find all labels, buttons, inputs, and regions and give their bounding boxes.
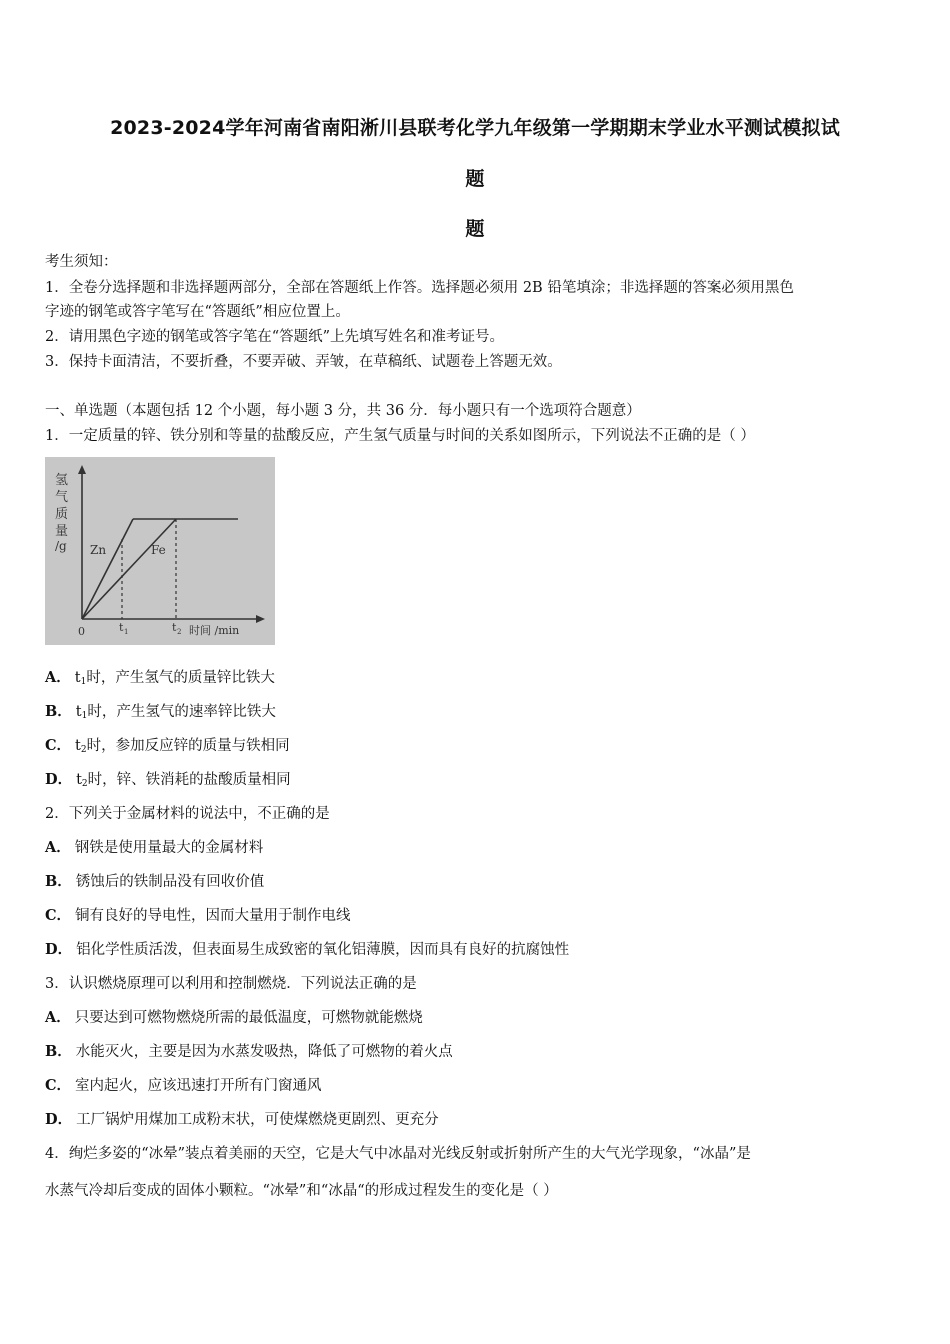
option-text: 时，参加反应锌的质量与铁相同: [86, 738, 290, 754]
x-axis-arrow: [256, 615, 265, 623]
option-sub: 2: [81, 779, 88, 789]
option-letter: C．: [45, 907, 72, 924]
q1-option-b: [45, 702, 276, 726]
origin-label: 0: [78, 625, 85, 638]
option-text: 钢铁是使用量最大的金属材料: [74, 840, 264, 856]
zn-curve-rise: [82, 519, 133, 619]
xlabel: 时间 /min: [189, 624, 240, 637]
q1-graph-figure: [45, 457, 275, 645]
option-letter: C．: [45, 737, 72, 754]
option-t: t: [76, 772, 82, 788]
ylabel-5: /g: [55, 539, 67, 553]
t1-label: t: [119, 621, 124, 634]
q2-option-b: [45, 872, 264, 892]
option-sub: 1: [80, 677, 87, 687]
exam-title-line3: 题: [465, 218, 485, 240]
q1-graph: [45, 457, 275, 645]
option-t: t: [75, 704, 82, 720]
q3-option-b: [45, 1042, 453, 1062]
section-heading: 一、单选题（本题包括 12 个小题，每小题 3 分，共 36 分．每小题只有一个选项符合题意）: [45, 403, 641, 419]
option-text: 锈蚀后的铁制品没有回收价值: [75, 874, 265, 890]
option-letter: D．: [45, 1111, 73, 1128]
option-letter: B．: [45, 703, 72, 720]
option-text: 工厂锅炉用煤加工成粉末状，可使煤燃烧更剧烈、更充分: [76, 1112, 439, 1128]
y-axis-arrow: [78, 465, 86, 474]
option-text: 只要达到可燃物燃烧所需的最低温度，可燃物就能燃烧: [74, 1010, 423, 1026]
t2-label: t: [172, 621, 177, 634]
t2-sub-label: 2: [177, 628, 182, 636]
exam-title-line1: 2023-2024学年河南省南阳淅川县联考化学九年级第一学期期末学业水平测试模拟试: [110, 117, 840, 139]
option-text: 铜有良好的导电性，因而大量用于制作电线: [75, 908, 351, 924]
option-text: 铝化学性质活泼，但表面易生成致密的氧化铝薄膜，因而具有良好的抗腐蚀性: [76, 942, 570, 958]
option-letter: B．: [45, 873, 72, 890]
ylabel-2: 气: [55, 490, 69, 505]
option-letter: B．: [45, 1043, 72, 1060]
notice-item3: 3．保持卡面清洁，不要折叠，不要弄破、弄皱，在草稿纸、试题卷上答题无效。: [45, 354, 562, 370]
q1-option-a: [45, 668, 275, 692]
q4-stem-a: 4．绚烂多姿的“冰晕”装点着美丽的天空，它是大气中冰晶对光线反射或折射所产生的大气光学现象，“冰晶”是: [45, 1146, 751, 1162]
q3-option-d: [45, 1110, 439, 1130]
q2-option-d: [45, 940, 569, 960]
option-t: t: [74, 670, 81, 686]
option-text: 室内起火，应该迅速打开所有门窗通风: [75, 1078, 322, 1094]
option-letter: C．: [45, 1077, 72, 1094]
q1-stem: 1．一定质量的锌、铁分别和等量的盐酸反应，产生氢气质量与时间的关系如图所示，下列说法不正确的是（ ）: [45, 428, 755, 444]
zn-label: Zn: [90, 543, 107, 557]
exam-title-line2: 题: [465, 168, 485, 190]
option-letter: D．: [45, 941, 73, 958]
option-sub: 1: [81, 711, 88, 721]
fe-label: Fe: [151, 543, 166, 557]
option-letter: A．: [45, 839, 71, 856]
q4-stem-b: 水蒸气冷却后变成的固体小颗粒。“冰晕”和“冰晶“的形成过程发生的变化是（ ）: [45, 1183, 558, 1199]
ylabel-4: 量: [55, 524, 69, 539]
option-letter: A．: [45, 669, 71, 686]
q3-option-c: [45, 1076, 322, 1096]
t1-sub-label: 1: [124, 628, 129, 636]
q2-option-a: [45, 838, 263, 858]
option-text: 水能灭火，主要是因为水蒸发吸热，降低了可燃物的着火点: [75, 1044, 453, 1060]
q3-stem: 3．认识燃烧原理可以利用和控制燃烧．下列说法正确的是: [45, 976, 417, 992]
notice-item2: 2．请用黑色字迹的钢笔或答字笔在“答题纸”上先填写姓名和准考证号。: [45, 329, 505, 345]
option-text: 时，产生氢气的速率锌比铁大: [87, 704, 276, 720]
notice-heading: 考生须知：: [45, 254, 118, 270]
q2-option-c: [45, 906, 351, 926]
notice-item1-b: 字迹的钢笔或答字笔写在“答题纸”相应位置上。: [45, 304, 350, 320]
option-t: t: [75, 738, 81, 754]
ylabel-1: 氢: [55, 473, 69, 488]
fe-curve-rise: [82, 519, 176, 619]
option-letter: A．: [45, 1009, 71, 1026]
ylabel-3: 质: [55, 507, 69, 522]
option-sub: 2: [80, 745, 87, 755]
q1-option-c: [45, 736, 290, 760]
q2-stem: 2．下列关于金属材料的说法中，不正确的是: [45, 806, 330, 822]
option-letter: D．: [45, 771, 73, 788]
q3-option-a: [45, 1008, 423, 1028]
option-text: 时，锌、铁消耗的盐酸质量相同: [87, 772, 291, 788]
q1-option-d: [45, 770, 291, 794]
notice-item1-a: 1．全卷分选择题和非选择题两部分，全部在答题纸上作答。选择题必须用 2B 铅笔填涂；非选择题的答案必须用黑色: [45, 280, 794, 296]
option-text: 时，产生氢气的质量锌比铁大: [86, 670, 275, 686]
